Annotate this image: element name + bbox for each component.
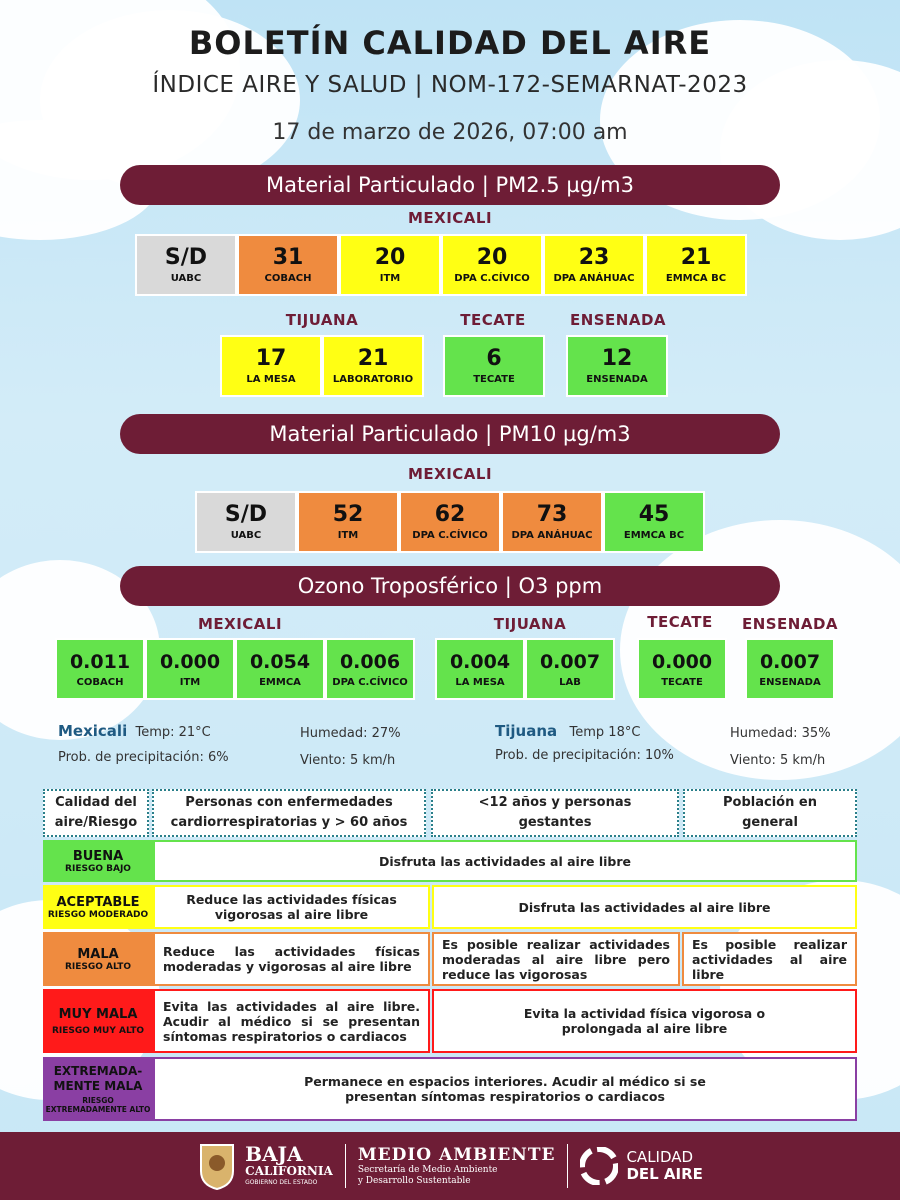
station-cell [637, 638, 727, 700]
station-cell [235, 638, 325, 700]
table-header: Personas con enfermedades cardiorrespiratorias y > 60 años [152, 789, 426, 837]
level-name: MALA [77, 946, 119, 962]
station-cell [135, 234, 237, 296]
pm25-ensenada-label: ENSENADA [569, 311, 667, 329]
station-value: 73 [536, 502, 568, 527]
level-extremadamente-mala [43, 1057, 153, 1121]
page-title: BOLETÍN CALIDAD DEL AIRE [188, 24, 712, 62]
station-value: 0.011 [69, 651, 131, 673]
table-header: Calidad del aire/Riesgo [43, 789, 149, 837]
ca-line1: CALIDAD [626, 1148, 694, 1166]
level-name: BUENA [72, 848, 124, 864]
station-cell [501, 491, 603, 553]
o3-tijuana-label: TIJUANA [493, 615, 567, 633]
bc-line2: CALIFORNIA [245, 1164, 333, 1178]
station-value: 0.054 [249, 651, 311, 673]
recommendation: Es posible realizar actividades al aire libre [682, 932, 857, 986]
station-cell [399, 491, 501, 553]
station-cell [603, 491, 705, 553]
recommendation: Permanece en espacios interiores. Acudir al médico si se presentan síntomas respiratorios o cardiacos [153, 1057, 857, 1121]
temperature: Temp: 21°C [135, 725, 211, 740]
station-cell [145, 638, 235, 700]
station-value: 0.004 [449, 651, 511, 673]
recommendation: Reduce las actividades físicas vigorosas al aire libre [153, 885, 430, 929]
station-value: 21 [680, 245, 712, 270]
recommendation: Evita la actividad física vigorosa o prolongada al aire libre [432, 989, 857, 1053]
level-risk: RIESGO MODERADO [47, 909, 149, 920]
station-label: ITM [379, 273, 401, 284]
station-value: S/D [164, 245, 208, 270]
divider [567, 1144, 568, 1188]
humidity: Humedad: 35% [730, 726, 831, 741]
station-label: EMMCA BC [623, 530, 685, 541]
page-subtitle: ÍNDICE AIRE Y SALUD | NOM-172-SEMARNAT-2023 [152, 72, 748, 98]
station-label: TECATE [473, 374, 515, 385]
humidity: Humedad: 27% [300, 726, 401, 741]
station-label: ENSENADA [759, 677, 821, 688]
ma-title: MEDIO AMBIENTE [357, 1145, 556, 1165]
precipitation: Prob. de precipitación: 10% [495, 748, 674, 763]
station-cell [525, 638, 615, 700]
station-label: LA MESA [246, 374, 296, 385]
station-label: LAB [559, 677, 581, 688]
station-value: 20 [374, 245, 406, 270]
station-value: 0.000 [651, 651, 713, 673]
station-value: S/D [224, 502, 268, 527]
station-cell [435, 638, 525, 700]
station-label: DPA C.CÍVICO [454, 273, 530, 284]
level-risk: RIESGO EXTREMADAMENTE ALTO [45, 1096, 151, 1114]
station-cell [566, 335, 668, 397]
station-label: ENSENADA [586, 374, 648, 385]
footer-bar [0, 1132, 900, 1200]
station-label: EMMCA [259, 677, 301, 688]
station-value: 21 [357, 346, 389, 371]
station-cell [55, 638, 145, 700]
level-buena [43, 840, 153, 882]
o3-tijuana-row [435, 638, 615, 700]
level-mala [43, 932, 153, 986]
pm25-tecate-label: TECATE [460, 311, 526, 329]
table-header: <12 años y personas gestantes [431, 789, 679, 837]
station-value: 0.006 [339, 651, 401, 673]
o3-tecate-label: TECATE [647, 613, 713, 631]
station-cell [645, 234, 747, 296]
station-label: DPA ANÁHUAC [511, 530, 593, 541]
recommendation: Es posible realizar actividades moderadas al aire libre pero reduce las vigorosas [432, 932, 680, 986]
station-label: ITM [337, 530, 359, 541]
station-value: 0.007 [759, 651, 821, 673]
calidad-del-aire-logo [580, 1147, 702, 1185]
pm10-mexicali-label: MEXICALI [407, 465, 493, 483]
station-value: 52 [332, 502, 364, 527]
station-cell [441, 234, 543, 296]
level-risk: RIESGO BAJO [65, 863, 131, 874]
station-label: EMMCA BC [665, 273, 727, 284]
station-cell [325, 638, 415, 700]
level-aceptable [43, 885, 153, 929]
recommendation: Reduce las actividades físicas moderadas y vigorosas al aire libre [153, 932, 430, 986]
pm25-tijuana-label: TIJUANA [285, 311, 359, 329]
station-value: 31 [272, 245, 304, 270]
station-value: 0.007 [539, 651, 601, 673]
bulletin-date: 17 de marzo de 2026, 07:00 am [272, 120, 628, 145]
shield-icon [197, 1141, 237, 1191]
station-label: DPA C.CÍVICO [412, 530, 488, 541]
station-cell [237, 234, 339, 296]
wind: Viento: 5 km/h [730, 753, 826, 768]
weather-city: Tijuana [495, 722, 558, 740]
station-value: 45 [638, 502, 670, 527]
station-label: UABC [170, 273, 202, 284]
station-label: COBACH [76, 677, 124, 688]
station-cell [297, 491, 399, 553]
station-label: LA MESA [455, 677, 505, 688]
recommendation: Evita las actividades al aire libre. Acudir al médico si se presentan síntomas respiratorios o cardiacos [153, 989, 430, 1053]
station-value: 20 [476, 245, 508, 270]
level-name: ACEPTABLE [56, 894, 140, 910]
pm10-banner: Material Particulado | PM10 µg/m3 [120, 414, 780, 454]
station-value: 62 [434, 502, 466, 527]
level-muy-mala [43, 989, 153, 1053]
station-value: 0.000 [159, 651, 221, 673]
bc-line1: BAJA [245, 1142, 303, 1166]
pm25-mexicali-row [135, 234, 747, 296]
station-cell [339, 234, 441, 296]
weather-city: Mexicali [58, 722, 128, 740]
station-cell [543, 234, 645, 296]
station-label: ITM [179, 677, 201, 688]
ma-sub1: Secretaría de Medio Ambiente [357, 1165, 498, 1175]
station-label: DPA ANÁHUAC [553, 273, 635, 284]
bc-line3: GOBIERNO DEL ESTADO [245, 1179, 318, 1186]
station-cell [745, 638, 835, 700]
weather-mexicali-temp [58, 722, 211, 740]
o3-mexicali-label: MEXICALI [197, 615, 283, 633]
precipitation: Prob. de precipitación: 6% [58, 750, 229, 765]
level-name: MUY MALA [58, 1006, 138, 1022]
air-quality-icon [580, 1147, 618, 1185]
o3-ensenada-label: ENSENADA [741, 615, 839, 633]
wind: Viento: 5 km/h [300, 753, 396, 768]
ma-sub2: y Desarrollo Sustentable [357, 1176, 471, 1186]
station-value: 23 [578, 245, 610, 270]
medio-ambiente-logo [358, 1145, 556, 1187]
recommendation: Disfruta las actividades al aire libre [153, 840, 857, 882]
station-value: 6 [486, 346, 502, 371]
station-value: 12 [601, 346, 633, 371]
station-value: 17 [255, 346, 287, 371]
o3-banner: Ozono Troposférico | O3 ppm [120, 566, 780, 606]
station-label: UABC [230, 530, 262, 541]
divider [345, 1144, 346, 1188]
station-cell [195, 491, 297, 553]
station-label: DPA C.CÍVICO [332, 677, 408, 688]
weather-tijuana-temp [495, 722, 640, 740]
station-label: LABORATORIO [332, 374, 414, 385]
pm10-mexicali-row [195, 491, 705, 553]
station-cell [220, 335, 322, 397]
o3-mexicali-row [55, 638, 415, 700]
level-name: EXTREMADA-MENTE MALA [53, 1064, 143, 1093]
level-risk: RIESGO ALTO [64, 961, 132, 972]
station-label: COBACH [264, 273, 312, 284]
table-header: Población en general [683, 789, 857, 837]
baja-california-logo [197, 1141, 333, 1191]
station-cell [443, 335, 545, 397]
pm25-mexicali-label: MEXICALI [407, 209, 493, 227]
ca-line2: DEL AIRE [626, 1165, 703, 1183]
pm25-tijuana-row [220, 335, 424, 397]
station-cell [322, 335, 424, 397]
pm25-banner: Material Particulado | PM2.5 µg/m3 [120, 165, 780, 205]
level-risk: RIESGO MUY ALTO [52, 1025, 144, 1036]
temperature: Temp 18°C [569, 725, 641, 740]
recommendation: Disfruta las actividades al aire libre [432, 885, 857, 929]
station-label: TECATE [661, 677, 703, 688]
